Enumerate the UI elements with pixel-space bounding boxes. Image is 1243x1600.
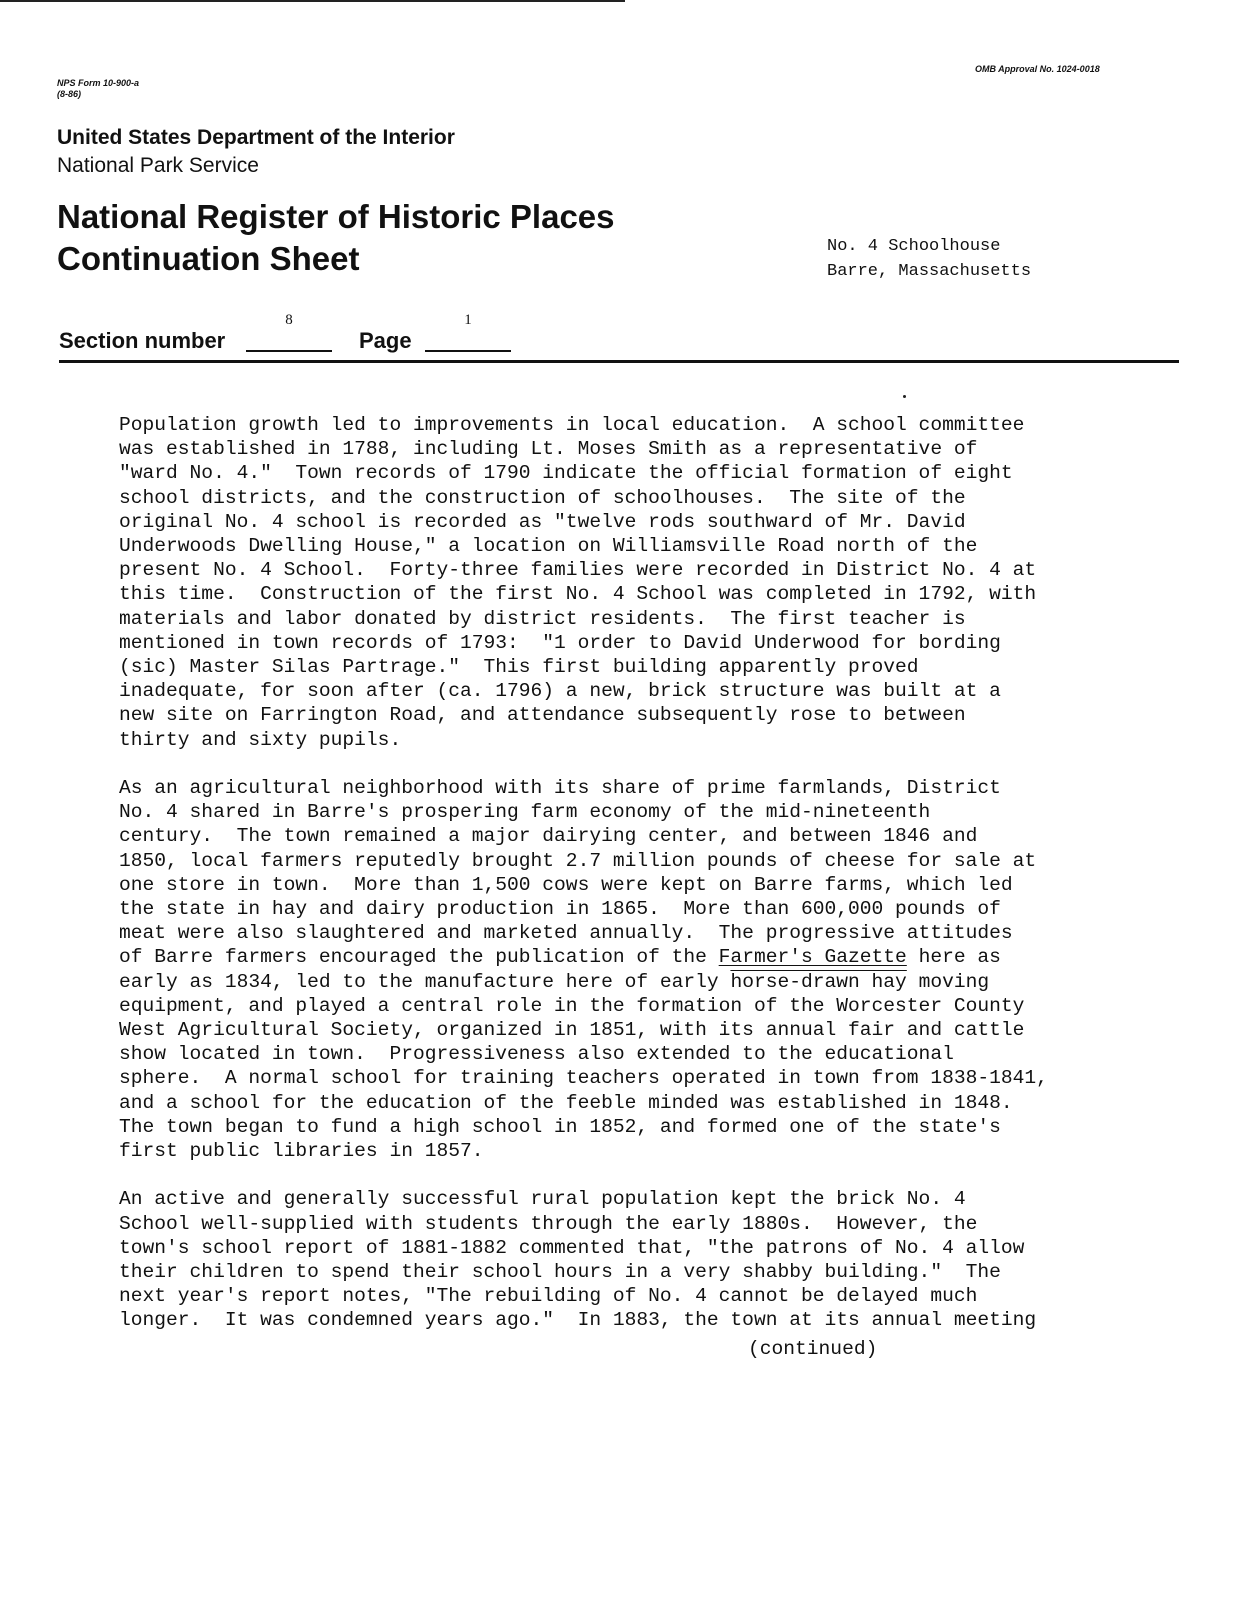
paragraph-2-part-b: here as early as 1834, led to the manufacture here of early xyxy=(119,946,1001,993)
page-label: Page xyxy=(359,328,412,353)
paragraph-1: Population growth led to improvements in local education. A school committee was established in 1788, including Lt. Moses Smith as a representative of "ward No. 4." Town records of 1790 indicate the official formation of eight school districts, and the construction of schoolhouses. The site of the original No. 4 school is recorded as "twelve rods southward of Mr. David Underwoods Dwelling House," a location on Williamsville Road north of the present No. 4 School. Forty-three families were recorded in District No. 4 at this time. Construction of the first No. 4 School was completed in 1792, with materials and labor donated by district residents. The first teacher is mentioned in town records of 1793: "1 order to David Underwood for bording (sic) Master Silas Partrage." This first building apparently proved inadequate, for soon after (ca. 1796) a new, brick structure was built at a new site on Farrington Road, and attendance subsequently rose to between thirty and sixty pupils. xyxy=(119,414,1037,751)
omb-approval: OMB Approval No. 1024-0018 xyxy=(975,64,1100,74)
service-name: National Park Service xyxy=(57,154,259,177)
section-number-label: Section number xyxy=(59,328,226,353)
property-info xyxy=(827,234,1031,284)
continued-note: (continued) xyxy=(748,1338,878,1360)
paragraph-2-part-c: moving equipment, and played a central role in the formation of the Worcester County West Agricultural Society, organized in 1851, with its annual fair and cattle show located in town. Progressiveness also extended to the educational sphere. A normal school for training teachers operated in town from 1838-1841, and a school for the education of the feeble minded was established in 1848. The town began to fund a high school in 1852, and formed one of the state's first public libraries in 1857. xyxy=(119,970,1048,1163)
form-date-text: (8-86) xyxy=(57,89,82,99)
document-title xyxy=(57,196,615,280)
publication-title: Farmer's Gazette xyxy=(718,946,907,969)
title-line-2: Continuation Sheet xyxy=(57,240,360,277)
marked-phrase: horse-drawn hay xyxy=(730,970,907,993)
form-number xyxy=(57,78,139,100)
header-rule xyxy=(59,360,1179,363)
page-value: 1 xyxy=(425,312,511,352)
property-location: Barre, Massachusetts xyxy=(827,262,1032,281)
form-number-text: NPS Form 10-900-a xyxy=(57,78,140,88)
agency-block xyxy=(57,124,455,180)
scan-speck xyxy=(903,395,906,398)
section-number-value: 8 xyxy=(246,312,332,352)
section-page-row xyxy=(59,312,559,356)
scan-top-edge xyxy=(0,0,625,2)
title-line-1: National Register of Historic Places xyxy=(57,198,615,235)
paragraph-3: An active and generally successful rural population kept the brick No. 4 School well-supplied with students through the early 1880s. However, the town's school report of 1881-1882 commented that, "the patrons of No. 4 allow their children to spend their school hours in a very shabby building." The next year's report notes, "The rebuilding of No. 4 cannot be delayed much longer. It was condemned years ago." In 1883, the town at its annual meeting xyxy=(119,1188,1037,1332)
body-text xyxy=(119,413,1119,1357)
paragraph-2 xyxy=(119,776,1119,1163)
department-name: United States Department of the Interior xyxy=(57,126,455,149)
property-name: No. 4 Schoolhouse xyxy=(827,237,1001,256)
paragraph-2-part-a: As an agricultural neighborhood with its share of prime farmlands, District No. 4 shared in Barre's prospering farm economy of the mid-nineteenth century. The town remained a major dairying center, and between 1846 and 1850, local farmers reputedly brought 2.7 million pounds of cheese for sale at one store in town. More than 1,500 cows were kept on Barre farms, which led the state in hay and dairy production in 1865. More than 600,000 pounds of meat were also slaughtered and marketed annually. The progressive attitudes of Barre farmers encouraged the publication of the xyxy=(119,777,1037,969)
